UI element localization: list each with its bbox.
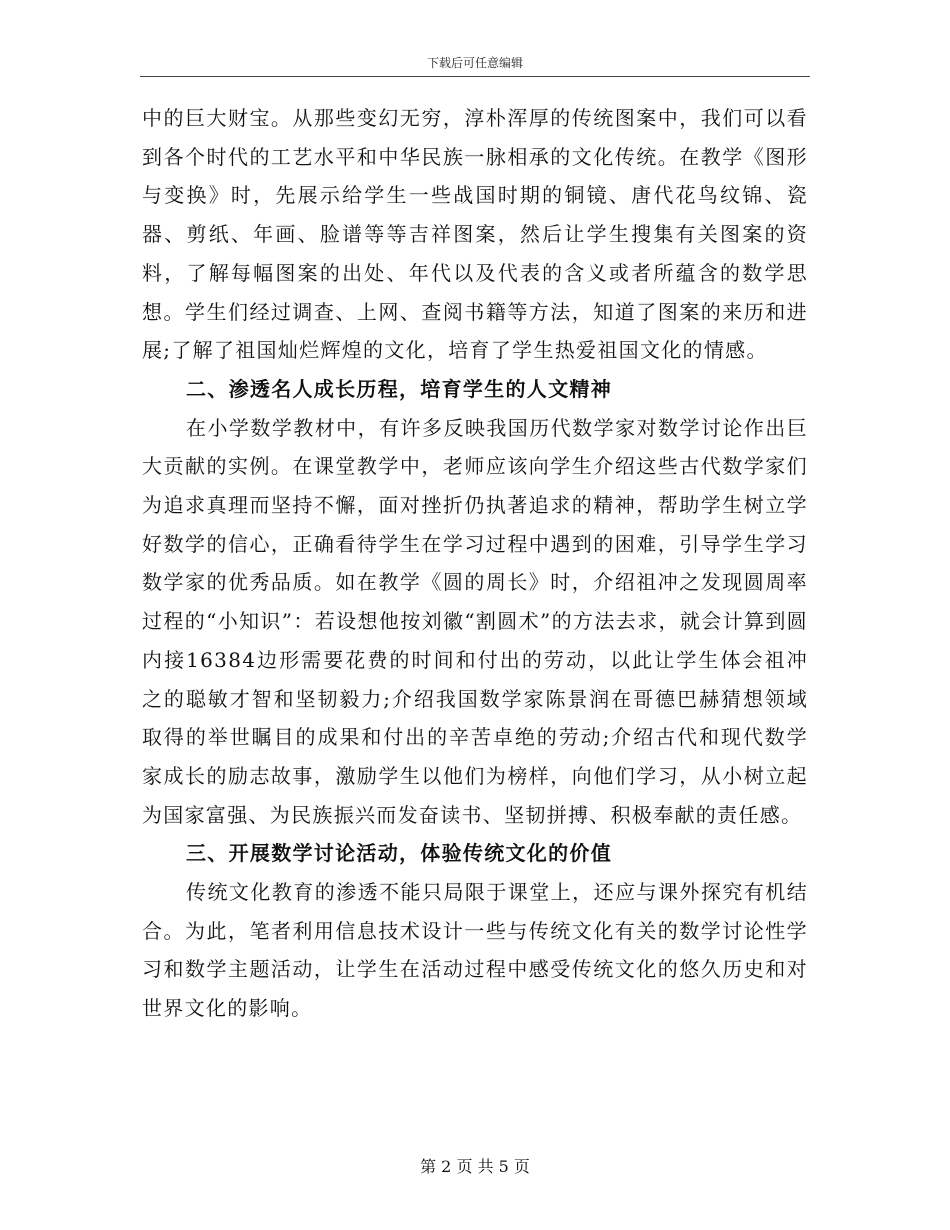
paragraph-continuation: 中的巨大财宝。从那些变幻无穷，淳朴浑厚的传统图案中，我们可以看到各个时代的工艺水平和中华民族一脉相承的文化传统。在教学《图形与变换》时，先展示给学生一些战国时期的铜镜、唐代花鸟纹锦、瓷器、剪纸、年画、脸谱等等吉祥图案，然后让学生搜集有关图案的资料，了解每幅图案的出处、年代以及代表的含义或者所蕴含的数学思想。学生们经过调查、上网、查阅书籍等方法，知道了图案的来历和进展;了解了祖国灿烂辉煌的文化，培育了学生热爱祖国文化的情感。 — [142, 106, 808, 363]
paragraph-section-3: 传统文化教育的渗透不能只局限于课堂上，还应与课外探究有机结合。为此，笔者利用信息技术设计一些与传统文化有关的数学讨论性学习和数学主题活动，让学生在活动过程中感受传统文化的悠久历史和对世界文化的影响。 — [142, 880, 808, 1021]
section-heading-2: 二、渗透名人成长历程，培育学生的人文精神 — [186, 376, 612, 401]
page-number: 第 2 页 共 5 页 — [420, 1157, 530, 1176]
paragraph-section-2: 在小学数学教材中，有许多反映我国历代数学家对数学讨论作出巨大贡献的实例。在课堂教学中，老师应该向学生介绍这些古代数学家们为追求真理而坚持不懈，面对挫折仍执著追求的精神，帮助学生树立学好数学的信心，正确看待学生在学习过程中遇到的困难，引导学生学习数学家的优秀品质。如在教学《圆的周长》时，介绍祖冲之发现圆周率过程的“小知识”：若设想他按刘徽“割圆术”的方法去求，就会计算到圆内接16384边形需要花费的时间和付出的劳动，以此让学生体会祖冲之的聪敏才智和坚韧毅力;介绍我国数学家陈景润在哥德巴赫猜想领域取得的举世瞩目的成果和付出的辛苦卓绝的劳动;介绍古代和现代数学家成长的励志故事，激励学生以他们为榜样，向他们学习，从小树立起为国家富强、为民族振兴而发奋读书、坚韧拼搏、积极奉献的责任感。 — [142, 415, 808, 827]
page-header: 下载后可任意编辑 — [426, 56, 523, 70]
header-divider — [140, 76, 810, 77]
document-body — [142, 99, 808, 1028]
section-heading-3: 三、开展数学讨论活动，体验传统文化的价值 — [186, 841, 612, 866]
